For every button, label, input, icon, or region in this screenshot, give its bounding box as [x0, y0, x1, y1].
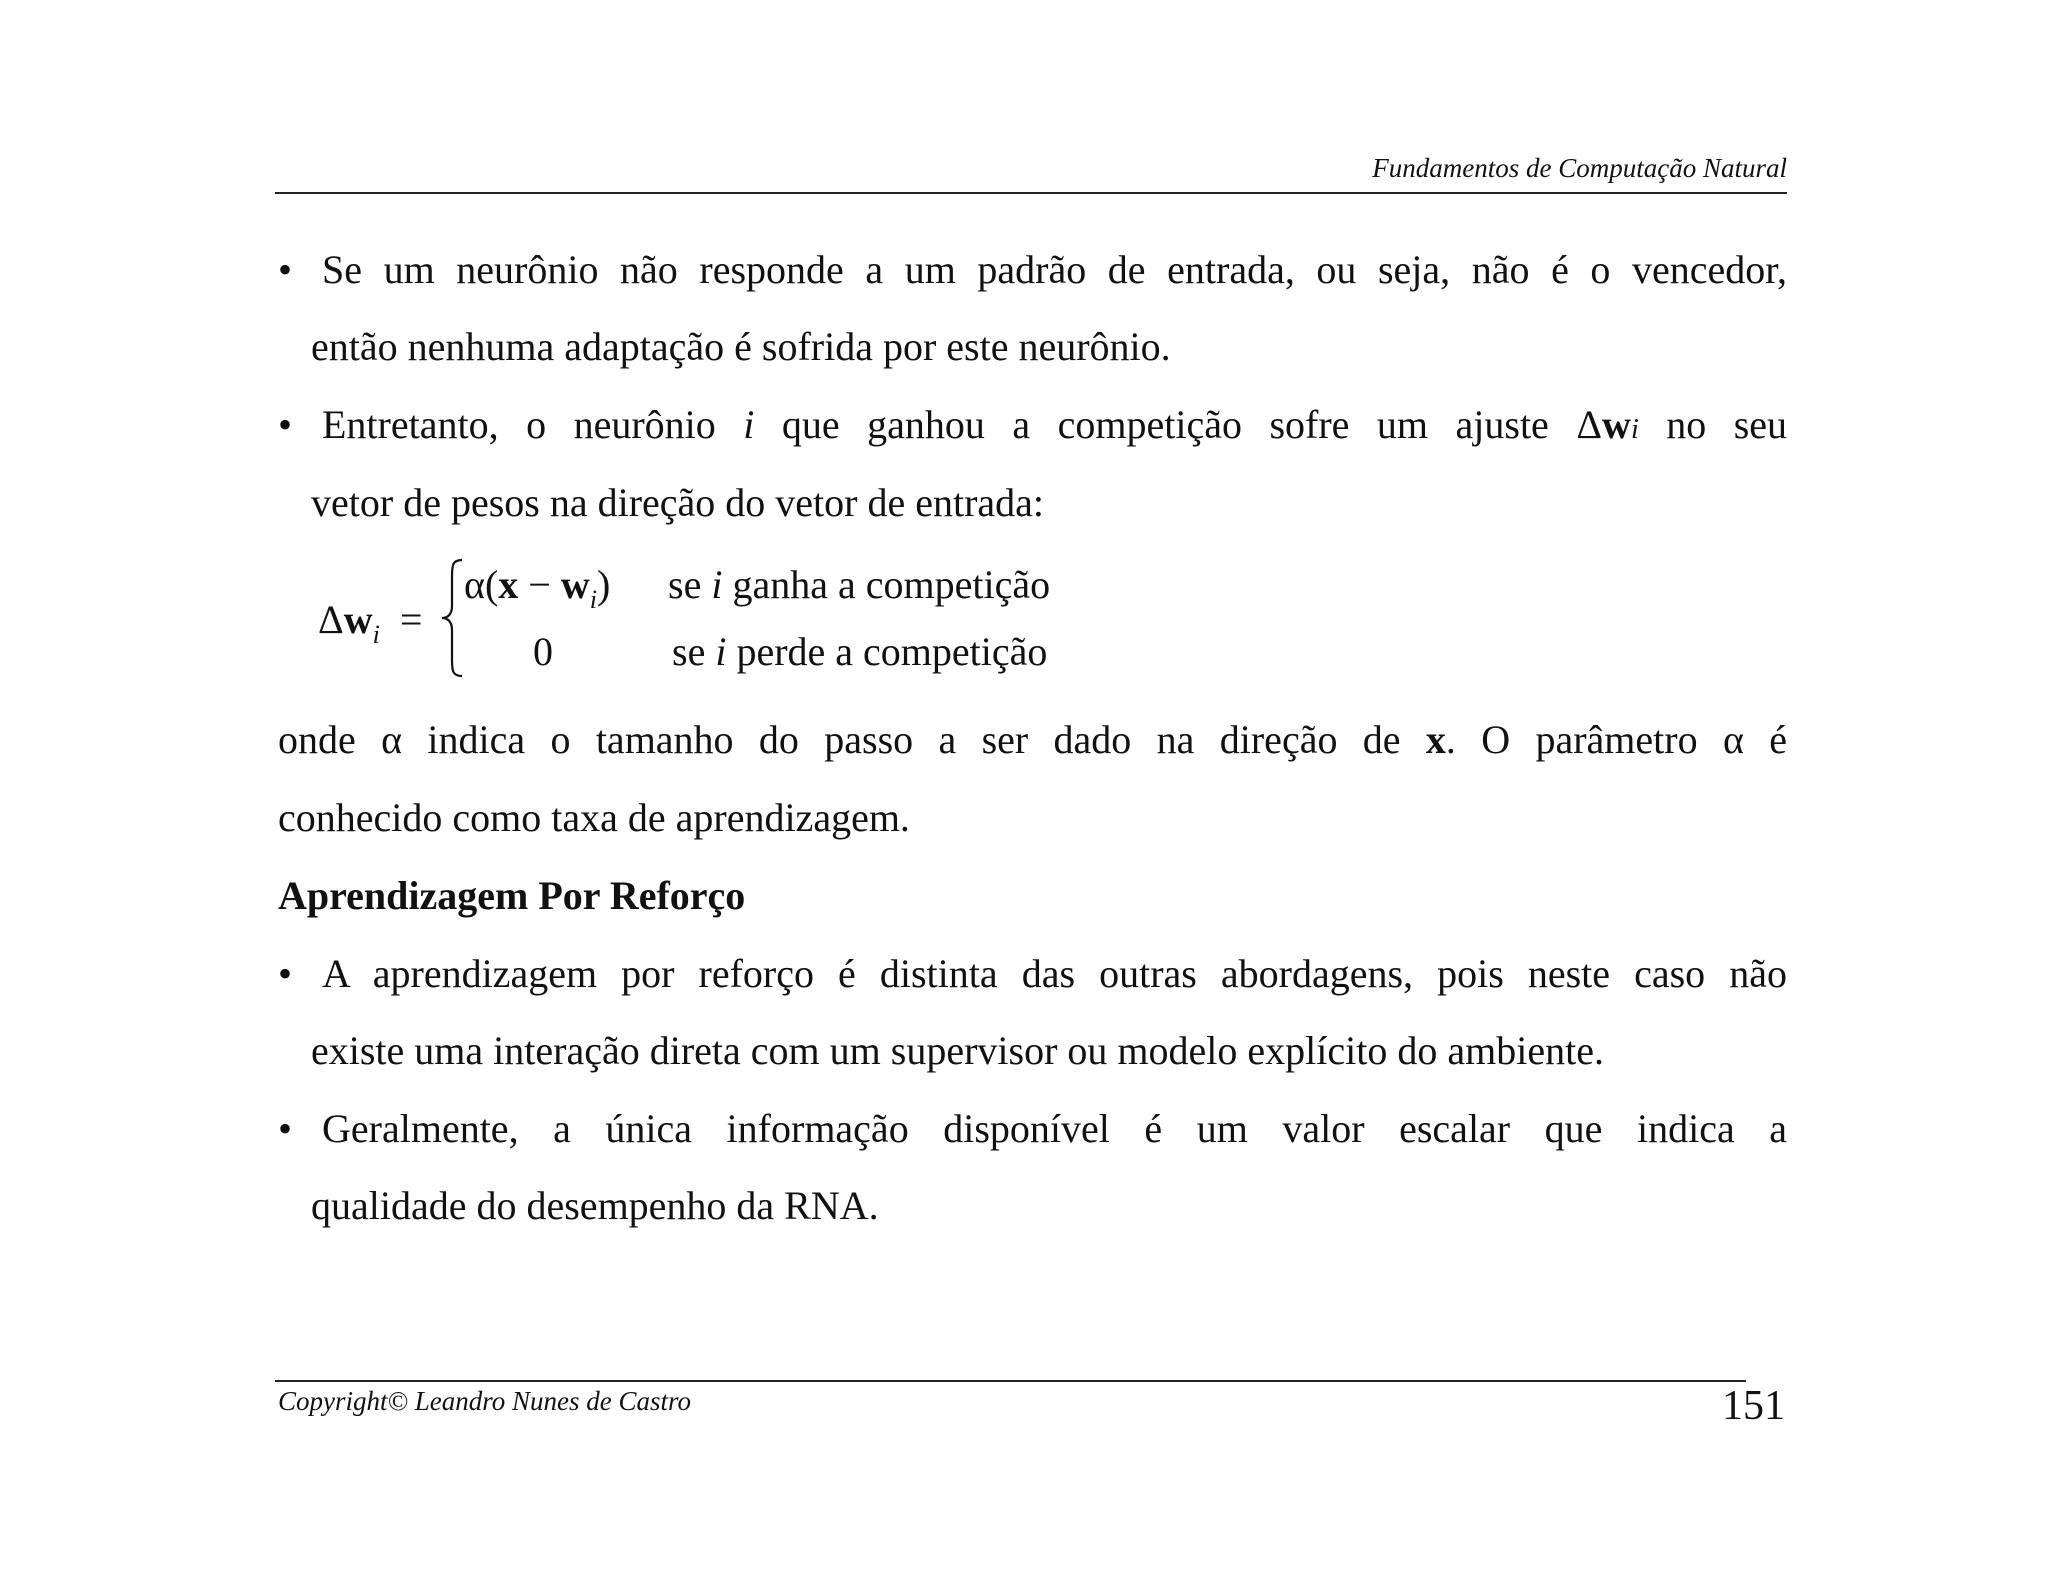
equation-case-2-condition — [672, 628, 1047, 675]
bullet-marker: • — [278, 951, 293, 996]
case-text: ganha a competição — [732, 562, 1051, 607]
var-i: i — [715, 629, 727, 674]
bullet-3-line-1 — [278, 950, 1787, 997]
paragraph-text-post: . O parâmetro α é — [1445, 717, 1787, 762]
bullet-4-line-1 — [278, 1105, 1787, 1152]
delta-symbol: Δ — [1576, 402, 1603, 447]
delta-w-i — [1576, 402, 1638, 447]
bullet-3-line-2: existe uma interação direta com um supervisor ou modelo explícito do ambiente. — [311, 1028, 1604, 1073]
equation-case-1-condition — [668, 561, 1050, 608]
bullet-1-text: Se um neurônio não responde a um padrão de entrada, ou seja, não é o vencedor, — [322, 247, 1787, 292]
bullet-2-line-2: vetor de pesos na direção do vetor de entrada: — [311, 480, 1045, 525]
bullet-4-text: Geralmente, a única informação disponível é um valor escalar que indica a — [322, 1106, 1787, 1151]
footer-rule — [275, 1380, 1746, 1382]
bullet-marker: • — [278, 1106, 293, 1151]
bullet-marker: • — [278, 402, 293, 447]
paragraph-line-1 — [278, 716, 1787, 763]
close-paren: ) — [596, 562, 611, 607]
vector-w: w — [560, 562, 590, 607]
bullet-2-text-pre: Entretanto, o neurônio — [322, 402, 716, 447]
bullet-3-text: A aprendizagem por reforço é distinta das outras abordagens, pois neste caso não — [322, 951, 1787, 996]
page-number: 151 — [1722, 1383, 1785, 1429]
bullet-2-text-mid: que ganhou a competição sofre um ajuste — [781, 402, 1549, 447]
subscript-i: i — [589, 585, 597, 614]
paragraph-line-2: conhecido como taxa de aprendizagem. — [278, 795, 910, 840]
bullet-2-line-1 — [278, 401, 1787, 448]
footer-copyright: Copyright© Leandro Nunes de Castro — [278, 1386, 692, 1416]
bullet-marker: • — [278, 247, 293, 292]
subscript-i: i — [1630, 414, 1639, 445]
case-se: se — [672, 629, 706, 674]
bullet-1-line-2: então nenhuma adaptação é sofrida por este neurônio. — [311, 324, 1171, 369]
header-rule — [275, 192, 1787, 194]
bullet-2-text-post: no seu — [1666, 402, 1788, 447]
equation-lhs — [318, 596, 423, 649]
bullet-4-line-2: qualidade do desempenho da RNA. — [311, 1183, 879, 1228]
left-brace-icon — [440, 558, 466, 678]
var-i: i — [711, 562, 723, 607]
vector-w: w — [343, 597, 373, 642]
vector-x: x — [1425, 717, 1446, 762]
case-text: perde a competição — [736, 629, 1048, 674]
subscript-i: i — [372, 620, 380, 649]
delta-symbol: Δ — [318, 597, 344, 642]
bullet-1-line-1 — [278, 246, 1787, 293]
section-heading: Aprendizagem Por Reforço — [278, 873, 746, 918]
vector-x: x — [498, 562, 519, 607]
running-header: Fundamentos de Computação Natural — [1372, 153, 1787, 183]
alpha-open: α( — [464, 562, 499, 607]
vector-w: w — [1602, 402, 1631, 447]
case-se: se — [668, 562, 702, 607]
equation-case-2-value: 0 — [533, 629, 553, 674]
minus-sign: − — [518, 562, 561, 607]
var-i: i — [743, 402, 755, 447]
paragraph-text-pre: onde α indica o tamanho do passo a ser dado na direção de — [278, 717, 1401, 762]
equation-case-1-value — [464, 561, 611, 614]
equals-sign: = — [399, 597, 423, 642]
